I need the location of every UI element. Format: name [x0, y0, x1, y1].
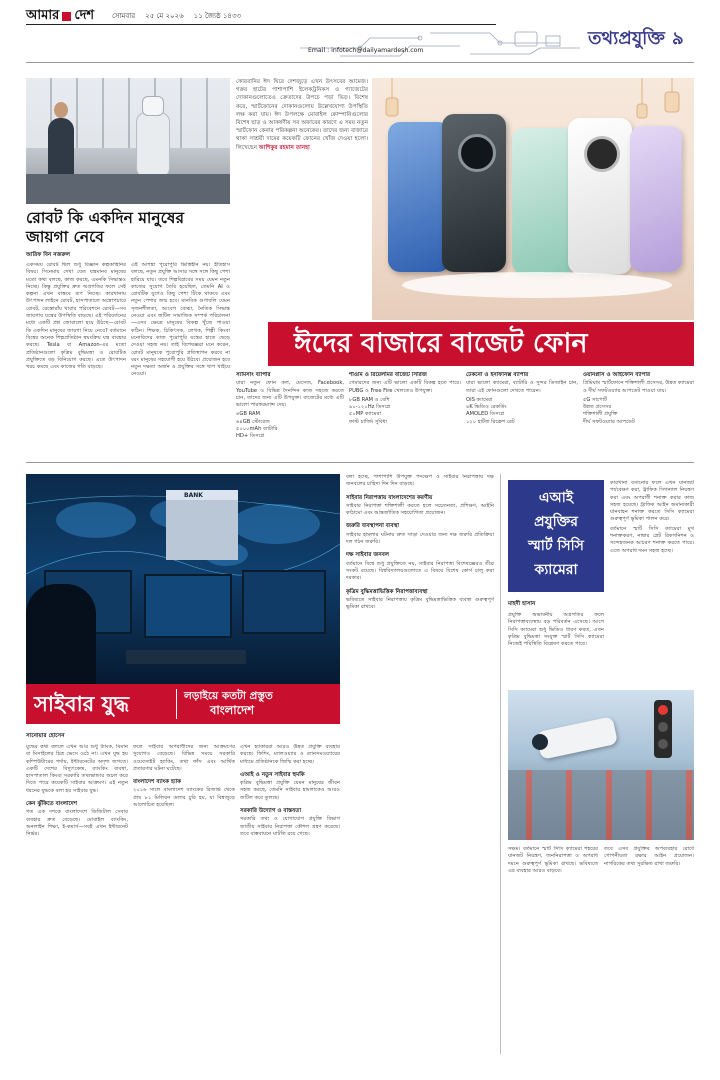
robot-headline: রোবট কি একদিন মানুষের জায়গা নেবে: [26, 209, 184, 246]
cyber-photo: [26, 474, 340, 684]
phone-white-camera: [584, 136, 620, 172]
cctv-headline-line-2: প্রযুক্তির: [534, 514, 578, 530]
cyber-sub-1: কেন ঝুঁকিতে বাংলাদেশ: [26, 801, 78, 808]
display-stand: [402, 272, 672, 298]
cyber-col-3: [240, 744, 340, 1054]
phone-3-title: টেকনো ও ইনফিনিক্স ব্যাপার: [466, 372, 529, 378]
eid-banner-headline: ঈদের বাজারে বাজেট ফোন: [294, 328, 588, 359]
cyber-sub-7: দক্ষ সাইবার জনবল: [346, 552, 390, 559]
phone-4-body: প্রিমিয়াম স্মার্টফোনে শক্তিশালী প্রসেসর, উন্নত ক্যামেরা ও দীর্ঘ সফটওয়্যার আপডেট পাওয়া যায়।: [583, 380, 694, 394]
phone-2-spec-3: ৫০MP ক্যামেরা: [349, 411, 381, 418]
cctv-bottom-col-1: সক্ষম। বর্তমানে স্মার্ট সিসি ক্যামেরা শহরের যানজট নিয়ন্ত্রণ, জননিরাপত্তা ও অপরাধ দমনে গুরুত্বপূর্ণ ভূমিকা রাখছে। ভবিষ্যতে এর ব্যবহার আরও বাড়বে।: [508, 846, 598, 874]
phone-1-body: যারা নতুন ফোন কল, মেসেজ, Facebook, YouTube ও বিভিন্ন দৈনন্দিন কাজ সহজে করতে চান, তাদের জন্য এটি উপযুক্ত। বাজেটের মধ্যে এটি ভালো পারফরম্যান্স দেয়।: [236, 380, 344, 409]
page-number: ৯: [672, 28, 684, 49]
masthead: [0, 0, 720, 62]
cctv-headline-line-4: ক্যামেরা: [534, 562, 578, 578]
phone-purple: [630, 126, 682, 272]
phone-1-spec-4: HD+ ডিসপ্লে: [236, 433, 265, 440]
cctv-camera-body: [536, 716, 618, 760]
phone-listing-3: [466, 372, 578, 448]
phone-4-title: ওয়ানপ্লাস ও আইফোন ব্যাপার: [583, 372, 651, 378]
cyber-sub-6: জরুরি ব্যবস্থাপনা ব্যবস্থা: [346, 523, 399, 530]
cyber-col-2b-text: ২০১৬ সালে বাংলাদেশ ব্যাংকের রিজার্ভ থেকে প্রায় ৮১ মিলিয়ন ডলার চুরি হয়, যা বিশ্বজুড়ে আলোচিত হয়েছিল।: [133, 787, 235, 809]
phone-2-body: গেমারদের জন্য এটি ভালো একটি বিকল্প হতে পারে। PUBG ও Free Fire খেলতেও উপযুক্ত।: [349, 380, 461, 394]
phone-2-title: শাওমি ও রিয়েলমির বাজেট সিরিজ: [349, 372, 427, 378]
phone-4-spec-1: ৫G সাপোর্ট: [583, 396, 607, 403]
monitor-center: [144, 574, 232, 638]
phone-3-spec-4: ১২০ হার্টজ রিফ্রেশ রেট: [466, 418, 515, 425]
cyber-col-4c-text: সাইবার হামলার ঘটনায় দ্রুত সাড়া দেওয়ার জন্য দক্ষ জরুরি প্রতিক্রিয়া দল গঠন জরুরি।: [346, 531, 494, 546]
desk: [26, 174, 230, 204]
phone-1-spec-1: ৪GB RAM: [236, 411, 261, 418]
cyber-col-4e-text: ভবিষ্যতে সাইবার নিরাপত্তায় কৃত্রিম বুদ্ধিমত্তাভিত্তিক ব্যবস্থা গুরুত্বপূর্ণ ভূমিকা রাখবে।: [346, 596, 494, 611]
cyber-col-2-text: ফলে সাইবার অপরাধীদের জন্য আক্রমণের সুযোগও বেড়েছে। বিভিন্ন সময়ে সরকারি ওয়েবসাইট হ্যাকিং, তথ্য ফাঁস এবং আর্থিক প্রতারণার ঘটনা ঘটেছে।: [133, 744, 235, 772]
cyber-col-4b-text: সাইবার নিরাপত্তা শক্তিশালী করতে হলে সচেতনতা, প্রশিক্ষণ, আইনি কাঠামো এবং আন্তর্জাতিক সহযোগিতা প্রয়োজন।: [346, 502, 494, 517]
phone-4-spec-4: দীর্ঘ সফটওয়্যার আপডেট: [583, 418, 635, 425]
cyber-col-1b-text: গত এক দশকে বাংলাদেশে ডিজিটাল সেবার ব্যবহার দ্রুত বেড়েছে। মোবাইল ব্যাংকিং, অনলাইন শিক্ষা, ই-কমার্স—সবই এখন ইন্টারনেট নির্ভর।: [26, 809, 128, 838]
cyber-col-1-text: যুদ্ধের কথা বললে এখন আর শুধু ট্যাংক, বিমান বা মিসাইলের চিত্র ভেসে ওঠে না। এখন যুদ্ধ হয় কম্পিউটারের পর্দায়, ইন্টারনেটের অদৃশ্য জগতে। একটি দেশের বিদ্যুৎকেন্দ্র, ব্যাংকিং ব্যবস্থা, হাসপাতাল কিংবা সরকারি তথ্যভান্ডার অচল করে দিতে পারে কয়েকটি সাইবার আক্রমণ। এই নতুন ধরনের যুদ্ধকে বলা হয় সাইবার যুদ্ধ।: [26, 744, 128, 794]
date-line: [112, 10, 241, 22]
bank-building: [166, 490, 238, 560]
traffic-light-red: [658, 705, 668, 715]
cyber-col-3b-text: কৃত্রিম বুদ্ধিমত্তা প্রযুক্তি যেমন মানুষের জীবন সহজ করছে, তেমনি সাইবার হামলাকেও আরও জটিল করে তুলছে।: [240, 780, 340, 801]
eid-intro-author: আশিকুর রহমান তানহা: [258, 144, 310, 151]
cctv-headline-line-3: স্মার্ট সিসি: [528, 538, 584, 554]
hacker-figure: [26, 584, 96, 684]
cyber-byline: সানোয়ার হোসেন: [26, 733, 65, 739]
phone-2-spec-4: ফাস্ট চার্জিং সুবিধা: [349, 418, 388, 425]
robot-photo: [26, 78, 230, 204]
phone-listing-1: [236, 372, 344, 448]
phone-4-spec-3: শক্তিশালী প্রযুক্তি: [583, 411, 618, 418]
eid-intro-body: কোরবানির ঈদ ঘিরে দেশজুড়ে এখন উৎসবের আমেজ। গরুর হাটের পাশাপাশি ইলেকট্রনিকস ও গ্যাজেটের দোকানগুলোতেও ক্রেতাদের উপচে পড়া ভিড়। বিশেষ করে, স্মার্টফোনের দোকানগুলোয় উল্লেখযোগ্য উপস্থিতি লক্ষ করা যায়। ঈদ উপলক্ষে মোবাইল কোম্পানিগুলোর বিশেষ ছাড় ও আকর্ষণীয় সব অফারের কারণে এ সময় নতুন স্মার্টফোন কেনার পরিকল্পনা অনেকের। তাদের জন্য বাজারে থাকা সাশ্রয়ী দামের কয়েকটি ফোনের খোঁজ দেওয়া হলো। লিখেছেন: [236, 79, 368, 151]
cctv-photo: [508, 690, 694, 840]
monitor-right: [242, 570, 326, 634]
robot-byline: আরিফ বিন নজরুল: [26, 252, 71, 258]
phone-green: [512, 128, 574, 274]
paper-logo-left: আমার: [26, 8, 60, 23]
phone-3-body: যারা ভালো ক্যামেরা, ব্যাটারি ও সুন্দর ডিজাইন চান, তারা এই ফোনগুলো দেখতে পারেন।: [466, 380, 578, 394]
human-head: [54, 102, 68, 118]
phone-2-spec-2: ৯০-১২০Hz ডিসপ্লে: [349, 404, 391, 411]
cyber-headline-side-1: লড়াইয়ে কতটা প্রস্তুত: [184, 690, 273, 702]
cyber-headline-main: সাইবার যুদ্ধ: [34, 692, 130, 716]
phone-3-spec-1: OIS ক্যামেরা: [466, 396, 493, 403]
phone-4-spec-2: উন্নত প্রসেসর: [583, 404, 612, 411]
eid-intro-text: [236, 78, 368, 258]
robot-col-2: এই আশঙ্কা পুরোপুরি ভিত্তিহীন নয়। ইতিহাস বলছে, নতুন প্রযুক্তি আসার সঙ্গে সঙ্গে কিছু পেশা হারিয়ে যায়। তবে শিল্পবিপ্লবের সময় যেমন নতুন কাজের সুযোগ তৈরি হয়েছিল, তেমনি AI ও রোবটিক যুগেও কিছু পেশা টিকে থাকবে এবং নতুন পেশার জন্ম হবে। মানবিক গুণাবলি যেমন সৃজনশীলতা, আবেগ বোঝা, নৈতিক সিদ্ধান্ত নেওয়া এবং জটিল সামাজিক সম্পর্ক পরিচালনা—এসব ক্ষেত্রে মানুষের বিকল্প খুঁজে পাওয়া কঠিন। শিক্ষক, চিকিৎসক, লেখক, শিল্পী কিংবা মনোবিদের কাজ পুরোপুরি যন্ত্রের হাতে ছেড়ে দেওয়া সহজ নয়। তাই বিশেষজ্ঞরা মনে করেন, রোবট মানুষকে পুরোপুরি প্রতিস্থাপন করবে না বরং মানুষের সহযোগী হয়ে উঠবে। প্রয়োজন হবে নতুন দক্ষতা অর্জন ও প্রযুক্তির সঙ্গে খাপ খাইয়ে নেওয়া।: [131, 262, 230, 378]
cyber-col-4: [346, 474, 494, 1054]
phones-photo: [372, 78, 694, 320]
cctv-right-text-1: কারখানা বসানোর ফলে এখন যানজট পর্যবেক্ষণ করা, ট্রাফিক সিগন্যাল নিয়ন্ত্রণ করা এবং অপরাধী শনাক্ত করার কাজ সহজ হয়েছে। ট্রাফিক আইন অমান্যকারী যানবাহন শনাক্ত করতে সিসি ক্যামেরা গুরুত্বপূর্ণ ভূমিকা পালন করে।: [610, 480, 694, 523]
traffic-light-amber: [658, 722, 668, 732]
date-bangla: ১১ জ্যৈষ্ঠ ১৪৩৩: [193, 12, 242, 20]
cyber-headline-side-2: বাংলাদেশ: [210, 703, 255, 717]
phone-1-spec-3: ৫০০০mAh ব্যাটারি: [236, 426, 278, 433]
phone-1-spec-2: ৬৪GB স্টোরেজ: [236, 418, 270, 425]
cctv-headline: [508, 486, 604, 582]
date-gregorian: ২৫ মে ২০২৬: [145, 12, 184, 20]
traffic-light-green: [658, 739, 668, 749]
cyber-col-4d-text: বর্তমানে বিশ্বে শুধু প্রযুক্তিতে নয়, সাইবার নিরাপত্তা বিশেষজ্ঞেরও তীব্র সংকট রয়েছে। বিশ্ববিদ্যালয়গুলোতে এ বিষয়ে বিশেষ কোর্স চালু করা দরকার।: [346, 560, 494, 582]
phone-3-spec-2: ৪K ভিডিও রেকর্ডিং: [466, 404, 507, 411]
cyber-col-4-text: বলা হচ্ছে, পাশাপাশি উপযুক্ত পদক্ষেপ ও সাইবার নিরাপত্তায় দক্ষ জনবলের চাহিদা দিন দিন বাড়ছে।: [346, 474, 494, 488]
cctv-camera-lens: [532, 734, 548, 750]
paper-logo-right: দেশ: [74, 8, 95, 23]
cctv-right-text-2: বর্তমানে স্মার্ট সিসি ক্যামেরা মুখ শনাক্তকরণ, নাম্বার প্লেট রিকগনিশন ও সন্দেহজনক আচরণ শনাক্ত করতে পারে। এতে অপরাধ দমন সহজ হচ্ছে।: [610, 525, 694, 554]
section-email[interactable]: Email : infotech@dailyamardesh.com: [308, 47, 424, 54]
section-divider: [26, 462, 694, 463]
robot-figure: [136, 112, 170, 178]
phone-listing-4: [583, 372, 694, 448]
cyber-headline-divider: [176, 689, 177, 719]
cyber-sub-2: বাংলাদেশ ব্যাংক হ্যাক: [133, 779, 182, 786]
cyber-col-3c-text: সরকারি তথ্য ও যোগাযোগ প্রযুক্তি বিভাগ জাতীয় সাইবার নিরাপত্তা কৌশল গ্রহণ করেছে। তবে বাস্তবায়নে ঘাটতি রয়ে গেছে।: [240, 816, 340, 837]
city-traffic: [508, 770, 694, 840]
cctv-headline-line-1: এআই: [538, 490, 574, 506]
section-title: তথ্যপ্রযুক্তি: [588, 28, 665, 49]
cyber-sub-5: সাইবার নিরাপত্তায় বাংলাদেশের করণীয়: [346, 494, 433, 501]
phone-listing-2: [349, 372, 461, 448]
cctv-byline: মাহদী হাসান: [508, 601, 536, 607]
day-label: সোমবার: [112, 12, 136, 20]
column-divider: [500, 474, 501, 1054]
keyboard: [126, 650, 246, 664]
cctv-bottom-col-2: তবে এসব প্রযুক্তির অপব্যবহার রোধে গোপনীয়তা রক্ষার আইন প্রয়োজন। নাগরিকের তথ্য সুরক্ষিত রাখা জরুরি।: [604, 846, 694, 867]
cctv-right-col: [610, 480, 694, 686]
masthead-rule: [26, 24, 496, 25]
cyber-sub-8: কৃত্রিম বুদ্ধিমত্তাভিত্তিক নিরাপত্তাব্যবস্থা: [346, 588, 428, 595]
phone-3-spec-3: AMOLED ডিসপ্লে: [466, 411, 505, 418]
phone-2-spec-1: ৮GB RAM ও বেশি: [349, 396, 390, 403]
cyber-col-3-text: এখন হ্যাকাররা আরও উন্নত প্রযুক্তি ব্যবহার করছে। ফিশিং, ম্যালওয়্যার ও র‍্যানসমওয়্যারের মাধ্যমে প্রতিষ্ঠানকে জিম্মি করা হচ্ছে।: [240, 744, 340, 765]
human-figure: [48, 118, 74, 178]
cyber-col-2: [133, 744, 235, 1054]
cyber-sub-4: সরকারি উদ্যোগ ও বাস্তবতা: [240, 808, 302, 815]
paper-logo-mark: [62, 12, 71, 21]
cyber-col-1: [26, 744, 128, 1054]
cyber-sub-3: এআই ও নতুন সাইবার হুমকি: [240, 771, 305, 778]
robot-col-1: একসময় রোবট ছিল শুধু বিজ্ঞান কল্পকাহিনির বিষয়। সিনেমায় দেখা যেত যন্ত্রমানব মানুষের মতো কথা বলছে, কাজ করছে, এমনকি সিদ্ধান্তও নিচ্ছে। কিন্তু প্রযুক্তির দ্রুত অগ্রগতির ফলে সেই কল্পনা এখন বাস্তবে রূপ নিচ্ছে। কারখানায় উৎপাদন লাইনে রোবট, হাসপাতালে অস্ত্রোপচারে রোবট, রেস্তোরাঁয় খাবার পরিবেশনে রোবট—সব জায়গায় যন্ত্রের উপস্থিতি বাড়ছে। এই পরিবর্তনের মধ্যে একটি প্রশ্ন জোরালো হয়ে উঠছে—রোবট কি একদিন মানুষের জায়গা নিয়ে নেবে? বর্তমানে বিশ্বের অনেক শিল্পপ্রতিষ্ঠান স্বয়ংক্রিয় যন্ত্র ব্যবহার করছে। Tesla বা Amazon-এর মতো প্রতিষ্ঠানগুলো কৃত্রিম বুদ্ধিমত্তা ও রোবটিক প্রযুক্তিতে বড় বিনিয়োগ করছে। এতে উৎপাদন খরচ কমছে এবং কাজের গতি বাড়ছে।: [26, 262, 126, 371]
cctv-intro: প্রযুক্তি অভাবনীয় অগ্রগতির ফলে নিরাপত্তাব্যবস্থায় বড় পরিবর্তন এসেছে। আগে সিসি ক্যামেরা শুধু ভিডিও ধারণ করত, এখন কৃত্রিম বুদ্ধিমত্তা সংযুক্ত স্মার্ট সিসি ক্যামেরা নিজেই পরিস্থিতি বিশ্লেষণ করতে পারে।: [508, 612, 604, 648]
masthead-bottom-rule: [26, 62, 694, 63]
bank-sign: BANK: [184, 492, 203, 499]
phone-1-title: স্যামসাং ব্যাপার: [236, 372, 271, 378]
phone-blue: [388, 122, 450, 272]
phone-dark-camera: [458, 134, 496, 172]
robot-head: [142, 96, 164, 116]
